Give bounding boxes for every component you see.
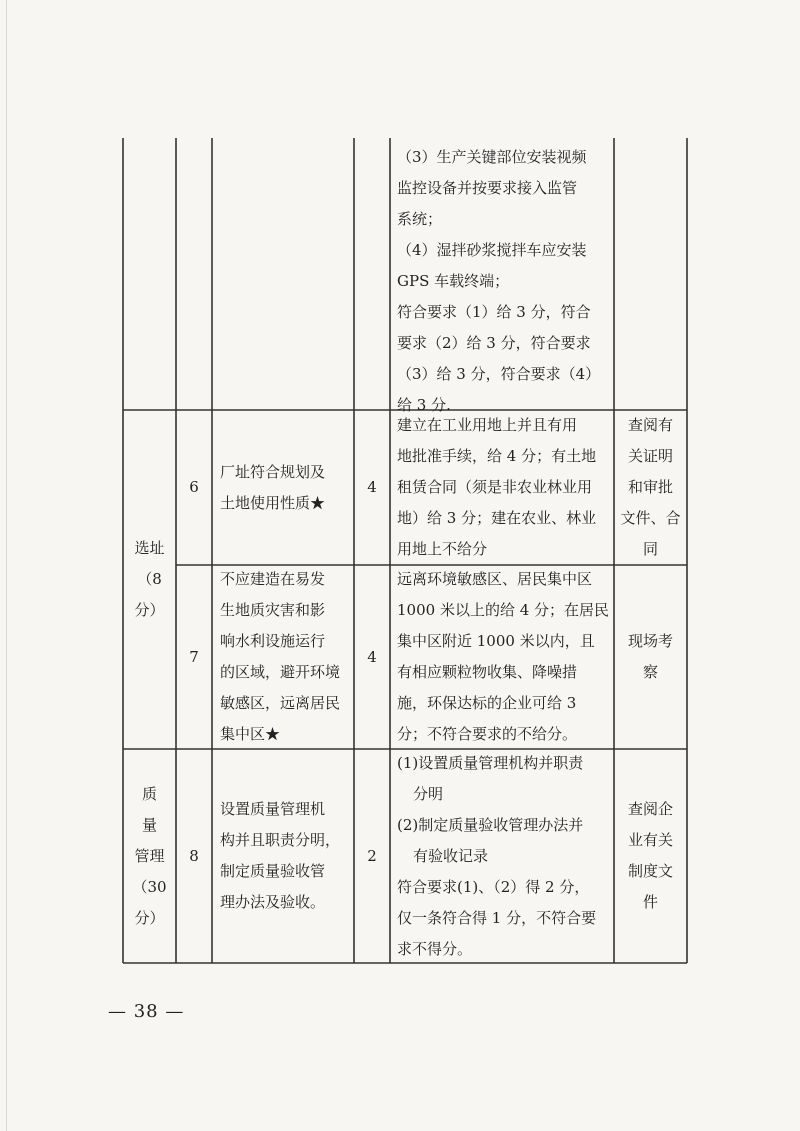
criteria-line: 地）给 3 分；建在农业、林业 [397,509,597,527]
category-label: （30 [132,877,167,896]
criteria-line: 施，环保达标的企业可给 3 [397,694,577,712]
row7-item [220,565,354,749]
score-value: 4 [367,647,377,666]
method-text: 业有关 [627,831,673,849]
criteria-line: （3）给 3 分，符合要求（4） [397,365,601,383]
item-text: 不应建造在易发 [220,570,326,588]
row7-score [354,565,390,749]
criteria-line: 求不得分。 [397,939,473,958]
criteria-line: 集中区附近 1000 米以内，且 [397,632,595,650]
quality-category-cell [123,749,176,963]
item-text: 厂址符合规划及 [220,462,326,481]
criteria-line: 用地上不给分 [397,540,488,558]
item-text: 理办法及验收。 [220,893,326,911]
row8-score [354,749,390,963]
item-text: 集中区★ [220,725,281,743]
item-text: 制定质量验收管 [220,862,326,880]
method-text: 查阅有 [627,416,673,434]
criteria-line: 符合要求（1）给 3 分，符合 [397,303,591,321]
category-label: 量 [141,815,157,834]
item-text: 构并且职责分明， [220,831,341,849]
page-number: — 38 — [108,1001,185,1022]
item-text: 生地质灾害和影 [220,601,326,619]
row6-score [354,410,390,565]
row7-criteria [397,565,613,749]
row8-method [614,749,687,963]
method-text: 察 [642,663,658,681]
item-number: 6 [189,478,199,496]
criteria-line: 建立在工业用地上并且有用 [397,416,578,434]
criteria-line: (1)设置质量管理机构并职责 [397,753,584,772]
criteria-line: 租赁合同（须是非农业林业用 [397,478,593,496]
method-text: 文件、合 [620,509,681,527]
continuation-criteria-cell [397,142,613,421]
method-text: 制度文 [627,862,673,880]
score-value: 4 [367,478,377,496]
criteria-line: 要求（2）给 3 分，符合要求 [397,334,591,352]
row8-number [176,749,212,963]
method-text: 和审批 [627,478,673,496]
category-label: 管理 [134,846,165,865]
criteria-line: 分明 [413,784,444,803]
item-text: 的区域，避开环境 [220,663,341,681]
method-text: 同 [642,540,658,558]
category-label: （8 [137,570,162,588]
item-text: 敏感区，远离居民 [220,694,341,712]
criteria-line: 给 3 分. [397,396,451,414]
site-category-cell [123,410,176,749]
method-text: 关证明 [627,447,673,465]
criteria-line: 分；不符合要求的不给分。 [397,725,578,743]
criteria-line: 有验收记录 [413,846,489,865]
criteria-line: GPS 车载终端； [397,272,510,290]
row8-criteria [397,749,613,963]
criteria-line: 地批准手续，给 4 分；有土地 [397,447,597,465]
category-label: 选址 [134,539,165,557]
criteria-line: 符合要求(1)、（2）得 2 分， [397,877,590,896]
item-number: 7 [189,647,199,666]
item-text: 土地使用性质★ [220,493,326,512]
item-number: 8 [189,846,199,865]
row6-method [614,410,687,565]
criteria-line: （4）湿拌砂浆搅拌车应安装 [397,241,587,259]
category-label: 质 [141,784,157,803]
criteria-line: 监控设备并按要求接入监管 [397,179,578,197]
method-text: 件 [642,893,658,911]
category-label: 分） [134,601,165,619]
category-label: 分） [134,908,165,927]
criteria-line: （3）生产关键部位安装视频 [397,148,587,166]
item-text: 设置质量管理机 [220,800,326,818]
criteria-line: (2)制定质量验收管理办法并 [397,815,584,834]
method-text: 现场考 [627,632,673,650]
criteria-line: 系统； [397,210,443,228]
criteria-line: 1000 米以上的给 4 分；在居民 [397,601,610,619]
score-value: 2 [367,846,377,865]
criteria-line: 有相应颗粒物收集、降噪措 [397,663,578,681]
criteria-line: 远离环境敏感区、居民集中区 [397,570,593,588]
row6-number [176,410,212,565]
criteria-line: 仅一条符合得 1 分，不符合要 [397,908,597,927]
method-text: 查阅企 [627,800,673,818]
row8-item [220,749,354,963]
item-text: 响水利设施运行 [220,632,326,650]
row7-number [176,565,212,749]
row6-criteria [397,410,613,565]
row6-item [220,410,354,565]
row7-method [614,565,687,749]
